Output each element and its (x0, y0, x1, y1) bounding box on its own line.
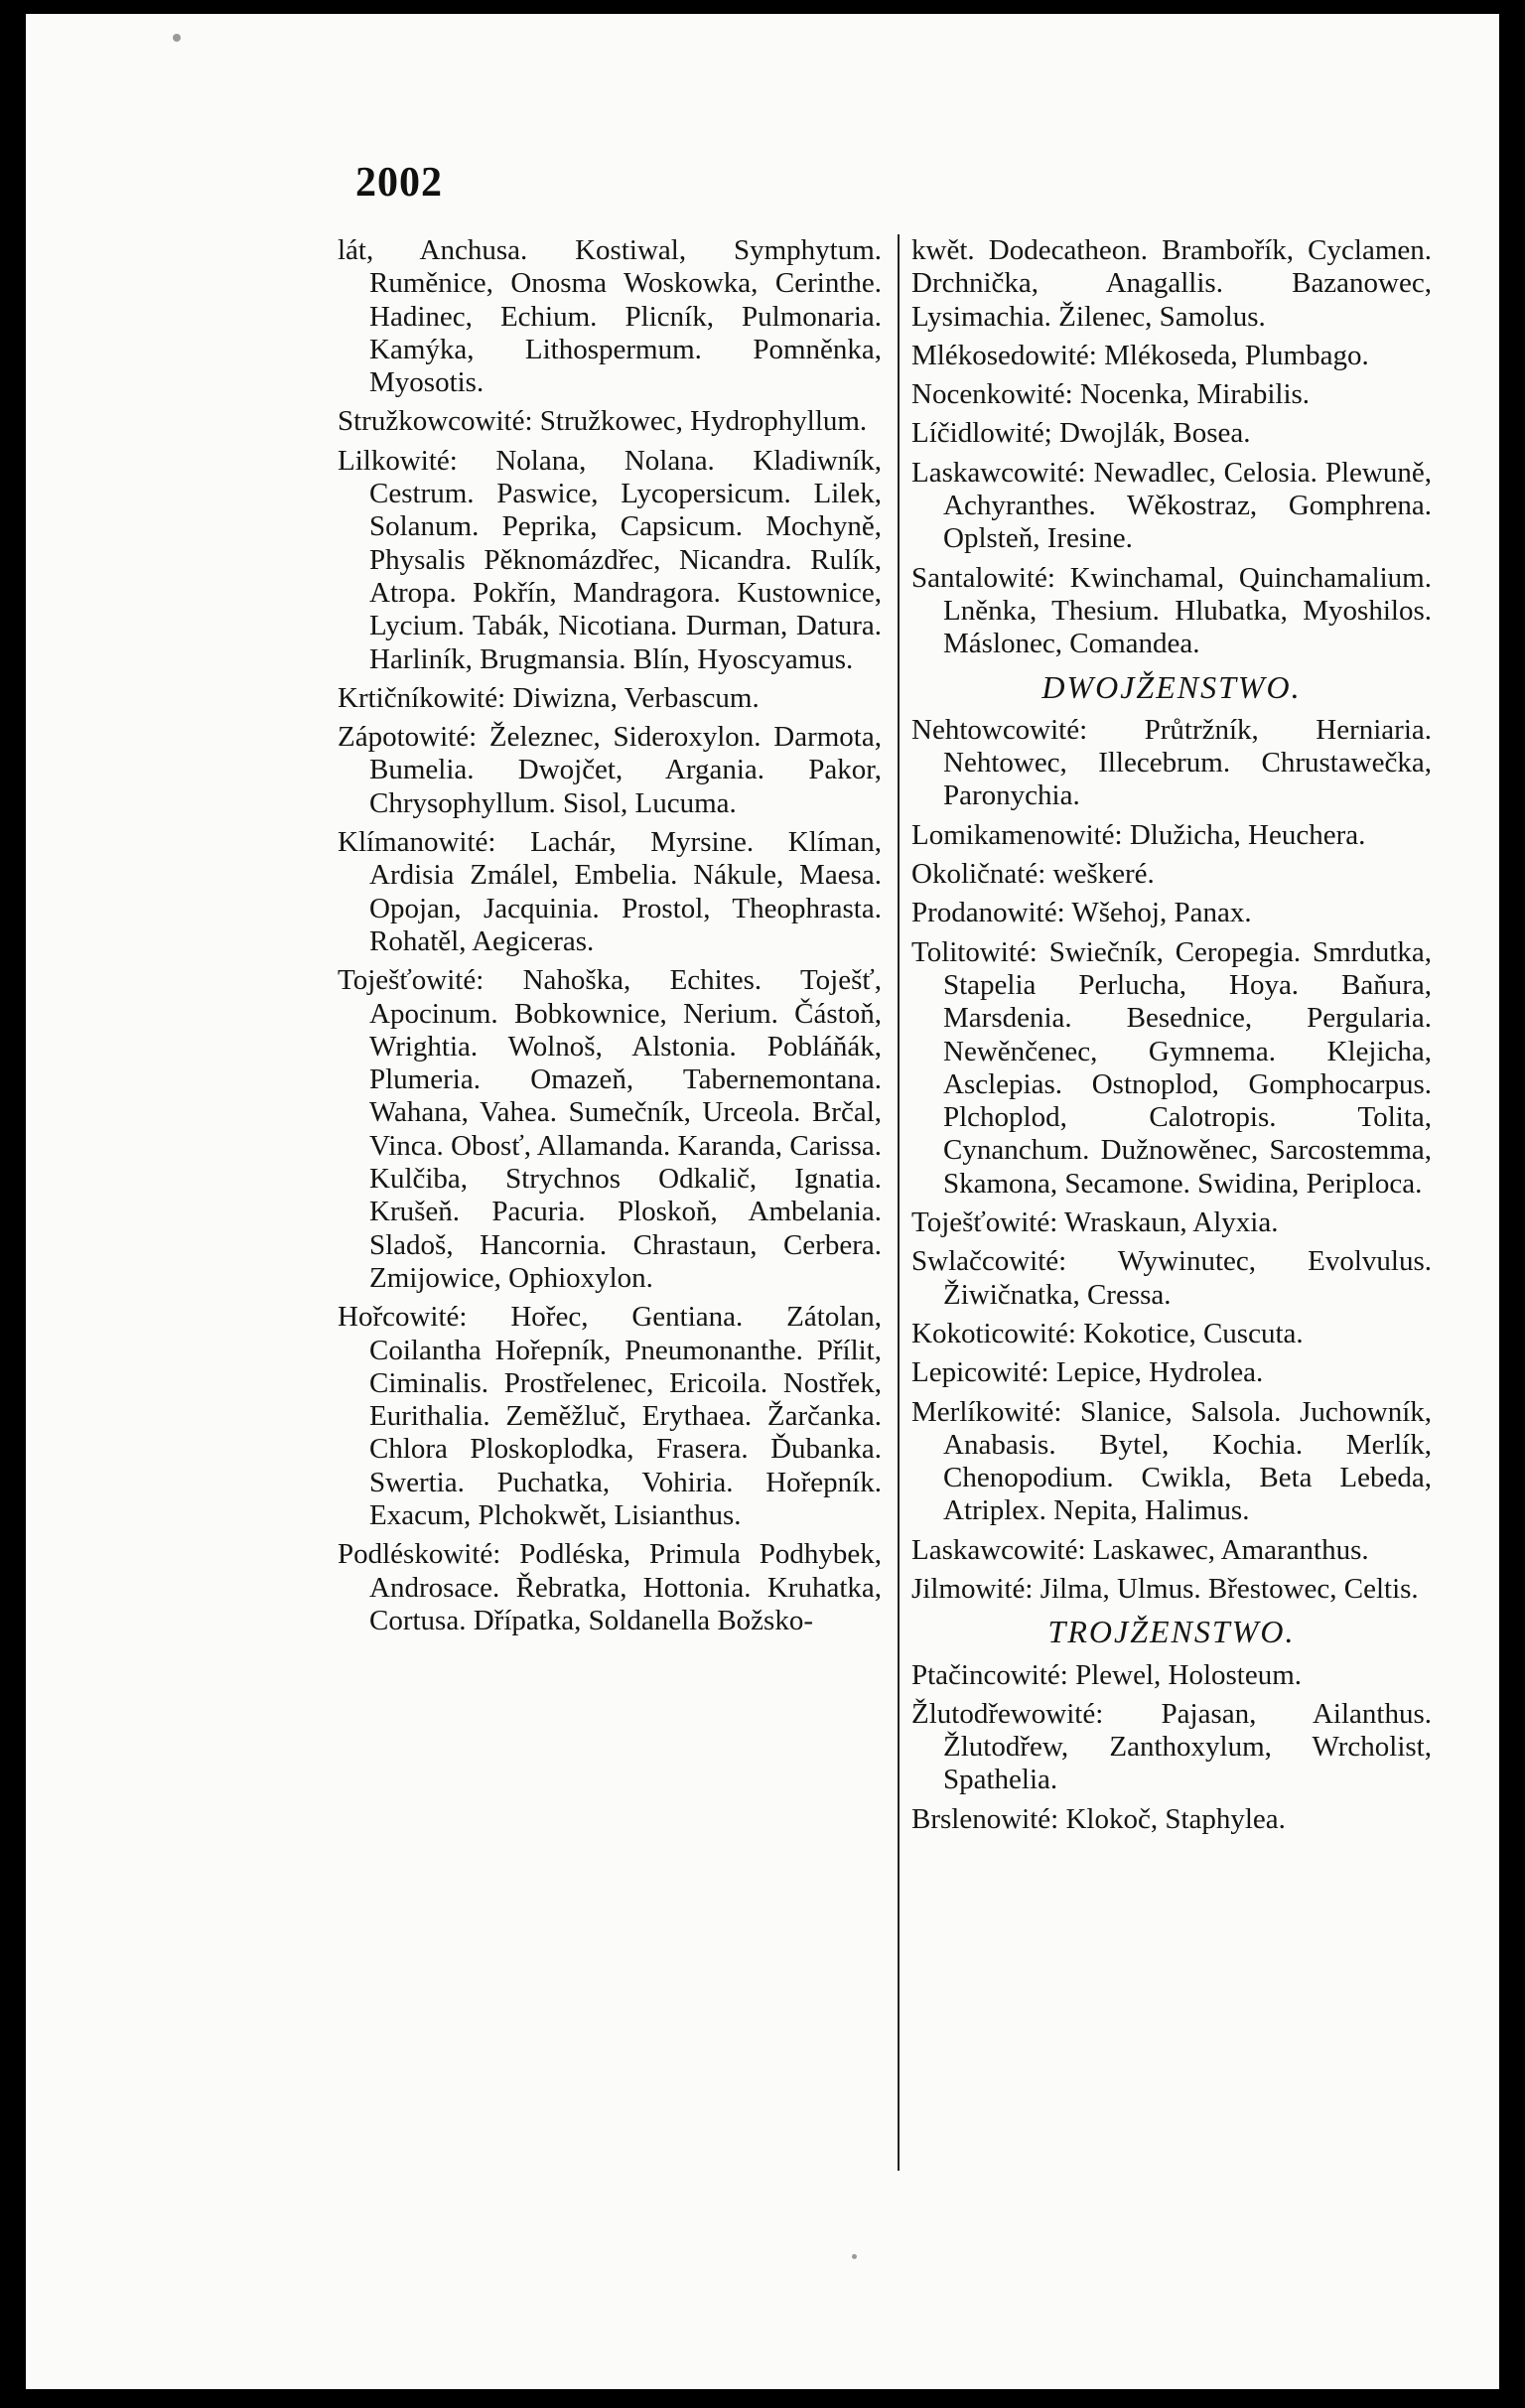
entry-paragraph: Stružkowcowité: Stružkowec, Hydrophyllum. (338, 405, 868, 438)
entry-paragraph: lát, Anchusa. Kostiwal, Symphytum. Ruměnice, Onosma Woskowka, Cerinthe. Hadinec, Echium. Plicník, Pulmonaria. Kamýka, Lithospermum. Pomněnka, Myosotis. (338, 234, 882, 399)
section-heading: TROJŽENSTWO. (1047, 1614, 1296, 1650)
entry-paragraph: Klímanowité: Lachár, Myrsine. Klíman, Ardisia Zmálel, Embelia. Nákule, Maesa. Opojan, Jacquinia. Prostol, Theophrasta. Rohatěl, Aegiceras. (338, 826, 882, 957)
entry-paragraph: Ptačincowité: Plewel, Holosteum. (911, 1658, 1303, 1691)
speck-mark (173, 34, 181, 42)
entry-paragraph: Krtičníkowité: Diwizna, Verbascum. (338, 681, 760, 714)
entry-paragraph: Nocenkowité: Nocenka, Mirabilis. (911, 378, 1311, 411)
entry-paragraph: Hořcowité: Hořec, Gentiana. Zátolan, Coilantha Hořepník, Pneumonanthe. Přílit, Ciminalis. Prostřelenec, Ericoila. Nostřek, Eurithalia. Zeměžluč, Erythaea. Žarčanka. Chlora Ploskoplodka, Frasera. Ďubanka. Swertia. Puchatka, Vohiria. Hořepník. Exacum, Plchokwět, Lisianthus. (338, 1301, 882, 1531)
left-column (338, 234, 882, 1643)
entry-paragraph: Tolitowité: Swiečník, Ceropegia. Smrdutka, Stapelia Perlucha, Hoya. Baňura, Marsdenia. Besednice, Pergularia. Newěnčenec, Gymnema. Klejicha, Asclepias. Ostnoplod, Gomphocarpus. Plchoplod, Calotropis. Tolita, Cynanchum. Dužnowěnec, Sarcostemma, Skamona, Secamone. Swidina, Periploca. (911, 935, 1432, 1200)
entry-paragraph: Podléskowité: Podléska, Primula Podhybek, Androsace. Řebratka, Hottonia. Kruhatka, Cortusa. Dřípatka, Soldanella Božsko- (338, 1538, 882, 1636)
entry-paragraph: Nehtowcowité: Průtržník, Herniaria. Nehtowec, Illecebrum. Chrustawečka, Paronychia. (911, 713, 1432, 812)
entry-paragraph: Mlékosedowité: Mlékoseda, Plumbago. (911, 339, 1369, 371)
entry-paragraph: Lomikamenowité: Dlužicha, Heuchera. (911, 818, 1366, 851)
entry-paragraph: Laskawcowité: Laskawec, Amaranthus. (911, 1533, 1369, 1566)
entry-paragraph: Lilkowité: Nolana, Nolana. Kladiwník, Cestrum. Paswice, Lycopersicum. Lilek, Solanum. Peprika, Capsicum. Mochyně, Physalis Pěknomázdřec, Nicandra. Rulík, Atropa. Pokřín, Mandragora. Kustownice, Lycium. Tabák, Nicotiana. Durman, Datura. Harliník, Brugmansia. Blín, Hyoscyamus. (338, 444, 882, 675)
entry-paragraph: Okoličnaté: weškeré. (911, 858, 1155, 891)
column-divider (898, 234, 900, 2171)
section-heading: DWOJŽENSTWO. (1041, 668, 1302, 705)
entry-paragraph: Jilmowité: Jilma, Ulmus. Břestowec, Celtis. (911, 1572, 1419, 1605)
speck-mark (852, 2254, 857, 2259)
entry-paragraph: Líčidlowité; Dwojlák, Bosea. (911, 417, 1251, 450)
right-column (911, 234, 1432, 1842)
entry-paragraph: Toješťowité: Nahoška, Echites. Toješť, Apocinum. Bobkownice, Nerium. Částoň, Wrightia. Wolnoš, Alstonia. Pobláňák, Plumeria. Omazeň, Tabernemontana. Wahana, Vahea. Sumečník, Urceola. Brčal, Vinca. Obosť, Allamanda. Karanda, Carissa. Kulčiba, Strychnos Odkalič, Ignatia. Krušeň. Pacuria. Ploskoň, Ambelania. Sladoš, Hancornia. Chrastaun, Cerbera. Zmijowice, Ophioxylon. (338, 964, 882, 1294)
entry-paragraph: Lepicowité: Lepice, Hydrolea. (911, 1356, 1264, 1389)
page-number: 2002 (355, 160, 443, 206)
entry-paragraph: Toješťowité: Wraskaun, Alyxia. (911, 1206, 1279, 1239)
entry-paragraph: Prodanowité: Wšehoj, Panax. (911, 897, 1252, 929)
entry-paragraph: Kokoticowité: Kokotice, Cuscuta. (911, 1317, 1304, 1349)
entry-paragraph: Merlíkowité: Slanice, Salsola. Juchowník, Anabasis. Bytel, Kochia. Merlík, Chenopodium. Cwikla, Beta Lebeda, Atriplex. Nepita, Halimus. (911, 1395, 1432, 1527)
entry-paragraph: Brslenowité: Klokoč, Staphylea. (911, 1802, 1286, 1835)
entry-paragraph: Santalowité: Kwinchamal, Quinchamalium. Lněnka, Thesium. Hlubatka, Myoshilos. Máslonec, Comandea. (911, 561, 1432, 660)
entry-paragraph: Zápotowité: Železnec, Sideroxylon. Darmota, Bumelia. Dwojčet, Argania. Pakor, Chrysophyllum. Sisol, Lucuma. (338, 721, 882, 819)
entry-paragraph: Laskawcowité: Newadlec, Celosia. Plewuně, Achyranthes. Wěkostraz, Gomphrena. Oplsteň, Iresine. (911, 456, 1432, 555)
entry-paragraph: Swlačcowité: Wywinutec, Evolvulus. Žiwičnatka, Cressa. (911, 1245, 1432, 1311)
entry-paragraph: Žlutodřewowité: Pajasan, Ailanthus. Žlutodřew, Zanthoxylum, Wrcholist, Spathelia. (911, 1697, 1432, 1796)
entry-paragraph: kwět. Dodecatheon. Brambořík, Cyclamen. Drchnička, Anagallis. Bazanowec, Lysimachia. Žilenec, Samolus. (911, 234, 1432, 333)
